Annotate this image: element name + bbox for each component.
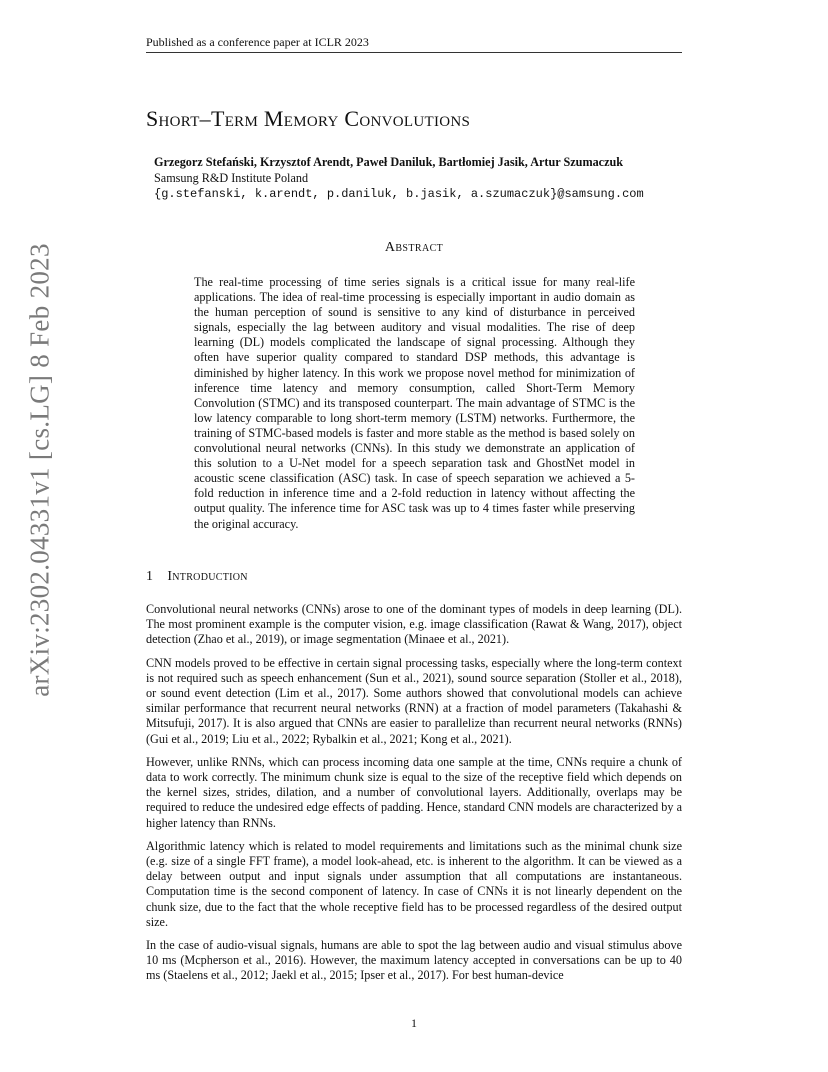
paper-title: Short–Term Memory Convolutions [146,106,471,131]
section-title: Introduction [167,569,248,584]
header-rule [146,52,682,53]
body-text [146,602,682,992]
abstract-heading: Abstract [384,240,444,255]
affiliation: Samsung R&D Institute Poland [154,171,309,185]
arxiv-stamp-text: arXiv:2302.04331v1 [cs.LG] 8 Feb 2023 [24,243,55,697]
author-list: Grzegorz Stefański, Krzysztof Arendt, Paweł Daniluk, Bartłomiej Jasik, Artur Szumaczuk [154,155,624,169]
paragraph: Convolutional neural networks (CNNs) arose to one of the dominant types of models in deep learning (DL). The most prominent example is the computer vision, e.g. image classification (Rawat & Wang, 2017), object detection (Zhao et al., 2019), or image segmentation (Minaee et al., 2021). [146,602,682,647]
running-header: Published as a conference paper at ICLR 2023 [146,35,369,49]
author-emails: {g.stefanski, k.arendt, p.daniluk, b.jasik, a.szumaczuk}@samsung.com [154,187,644,201]
abstract-text: The real-time processing of time series signals is a critical issue for many real-life applications. The idea of real-time processing is especially important in audio domain as the human perception of sound is sensitive to any kind of disturbance in perceived signals, especially the lag between auditory and visual modalities. The rise of deep learning (DL) models complicated the landscape of signal processing. Although they often have superior quality compared to standard DSP methods, this advantage is diminished by higher latency. In this work we propose novel method for minimization of inference time latency and memory consumption, called Short-Term Memory Convolution (STMC) and its transposed counterpart. The main advantage of STMC is the low latency comparable to long short-term memory (LSTM) networks. Furthermore, the training of STMC-based models is faster and more stable as the method is based solely on convolutional neural networks (CNNs). In this study we demonstrate an application of this solution to a U-Net model for a speech separation task and GhostNet model in acoustic scene classification (ASC) task. In case of speech separation we achieved a 5-fold reduction in inference time and a 2-fold reduction in latency without affecting the output quality. The inference time for ASC task was up to 4 times faster while preserving the original accuracy. [194,275,635,531]
paragraph: However, unlike RNNs, which can process incoming data one sample at the time, CNNs require a chunk of data to work correctly. The minimum chunk size is equal to the size of the receptive field which depends on the kernel sizes, strides, dilation, and a number of convolutional layers. Additionally, overlaps may be required to reduce the undesired edge effects of padding. Hence, standard CNN models are characterized by a higher latency than RNNs. [146,754,682,830]
section-heading [146,569,248,585]
section-number: 1 [146,569,154,584]
paragraph: In the case of audio-visual signals, humans are able to spot the lag between audio and visual stimulus above 10 ms (Mcpherson et al., 2016). However, the maximum latency accepted in conversations can be up to 40 ms (Staelens et al., 2012; Jaekl et al., 2015; Ipser et al., 2017). For best human-device [146,938,682,983]
paragraph: CNN models proved to be effective in certain signal processing tasks, especially where the long-term context is not required such as speech enhancement (Sun et al., 2021), sound source separation (Stoller et al., 2018), or sound event detection (Lim et al., 2017). Some authors showed that convolutional models can achieve similar performance that recurrent neural networks (RNN) at a fraction of model parameters (Takahashi & Mitsufuji, 2017). It is also argued that CNNs are easier to parallelize than recurrent neural networks (RNNs) (Gui et al., 2019; Liu et al., 2022; Rybalkin et al., 2021; Kong et al., 2021). [146,655,682,746]
page-number: 1 [411,1016,417,1030]
paragraph: Algorithmic latency which is related to model requirements and limitations such as the minimal chunk size (e.g. size of a single FFT frame), a model look-ahead, etc. is inherent to the algorithm. It can be viewed as a delay between output and input signals under assumption that all computations are instantaneous. Computation time is the second component of latency. In case of CNNs it is not linearly dependent on the chunk size, due to the fact that the whole receptive field has to be processed regardless of the desired output size. [146,838,682,929]
